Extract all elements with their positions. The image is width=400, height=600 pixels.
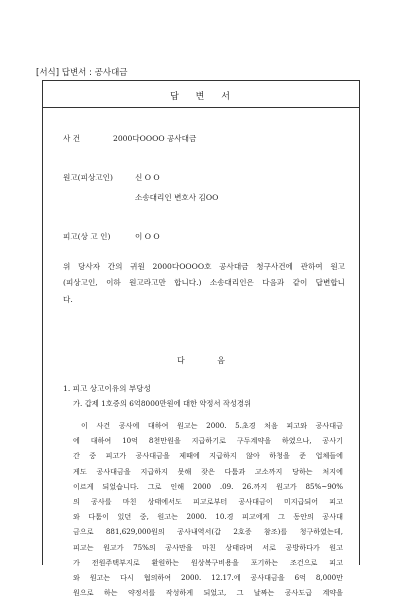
document-title: 답 변 서 (170, 92, 232, 102)
appellee-name: 신 O O (135, 173, 160, 182)
page-label: [서식] 답변서 : 공사대금 (36, 68, 128, 78)
section-1-heading: 1. 피고 상고이유의 부당성 (63, 384, 151, 393)
body-line: 의 공사를 마친 상태에서도 피고로부터 공사대금이 미지급되어 피고 (73, 496, 343, 506)
intro-paragraph (63, 259, 345, 308)
body-line: 이르게 되었습니다. 그로 인해 2000 .09. 26.까지 원고가 85%~90% (73, 481, 343, 491)
case-value: 2000다OOOO 공사대금 (113, 134, 197, 143)
intro-line: (피상고인, 이하 원고라고만 합니다.) 소송대리인은 다음과 같이 답변합니 (63, 278, 345, 288)
body-line: 원으로 하는 약정서를 작성하게 되었고, 그 날짜는 공사도급 계약을 (73, 588, 343, 598)
body-line: 간 중 피고가 공사대금을 제때에 지급하지 않아 하청을 준 업체들에 (73, 451, 343, 461)
section-heading: 다 음 (177, 356, 225, 365)
body-line: 에 대하여 10억 8천만원을 지급하기로 구두계약을 하였으나, 공사기 (73, 436, 343, 446)
appellee-label: 원고(피상고인) (63, 173, 113, 182)
document-frame (42, 80, 360, 598)
body-line: 금으로 881,629,000원의 공사내역서(갑 2호증 참조)를 청구하였는데, (73, 527, 343, 537)
title-divider (43, 107, 359, 108)
section-1-subheading: 가. 갑제 1호증의 6억8000만원에 대한 약정서 작성경위 (73, 399, 252, 408)
body-text (73, 418, 343, 600)
appellant-label: 피고(상 고 인) (63, 232, 111, 241)
intro-line: 위 당사자 간의 귀원 2000다OOOO호 공사대금 청구사건에 관하여 원고 (63, 262, 345, 271)
case-label: 사 건 (63, 134, 81, 143)
body-line: 이 사건 공사에 대하여 원고는 2000. 5.초경 처음 피고와 공사대금 (81, 421, 343, 430)
appellee-counsel: 소송대리인 변호사 김OO (135, 193, 219, 202)
body-line: 와 원고는 다시 협의하여 2000. 12.17.에 공사대금을 6억 8,000만 (73, 572, 343, 582)
intro-line: 다. (63, 294, 73, 304)
body-line: 와 다툼이 있던 중, 원고는 2000. 10.경 피고에게 그 동안의 공사대 (73, 512, 343, 522)
body-line: 피고는 원고가 75%의 공사만을 마친 상태라며 서로 공방하다가 원고 (73, 542, 343, 552)
body-line: 게도 공사대금을 지급하지 못해 잦은 다툼과 고소까지 당하는 처지에 (73, 466, 343, 476)
body-line: 가 전원주택부지로 환원하는 원상복구비용을 포기하는 조건으로 피고 (73, 557, 343, 567)
appellant-name: 이 O O (135, 232, 160, 241)
